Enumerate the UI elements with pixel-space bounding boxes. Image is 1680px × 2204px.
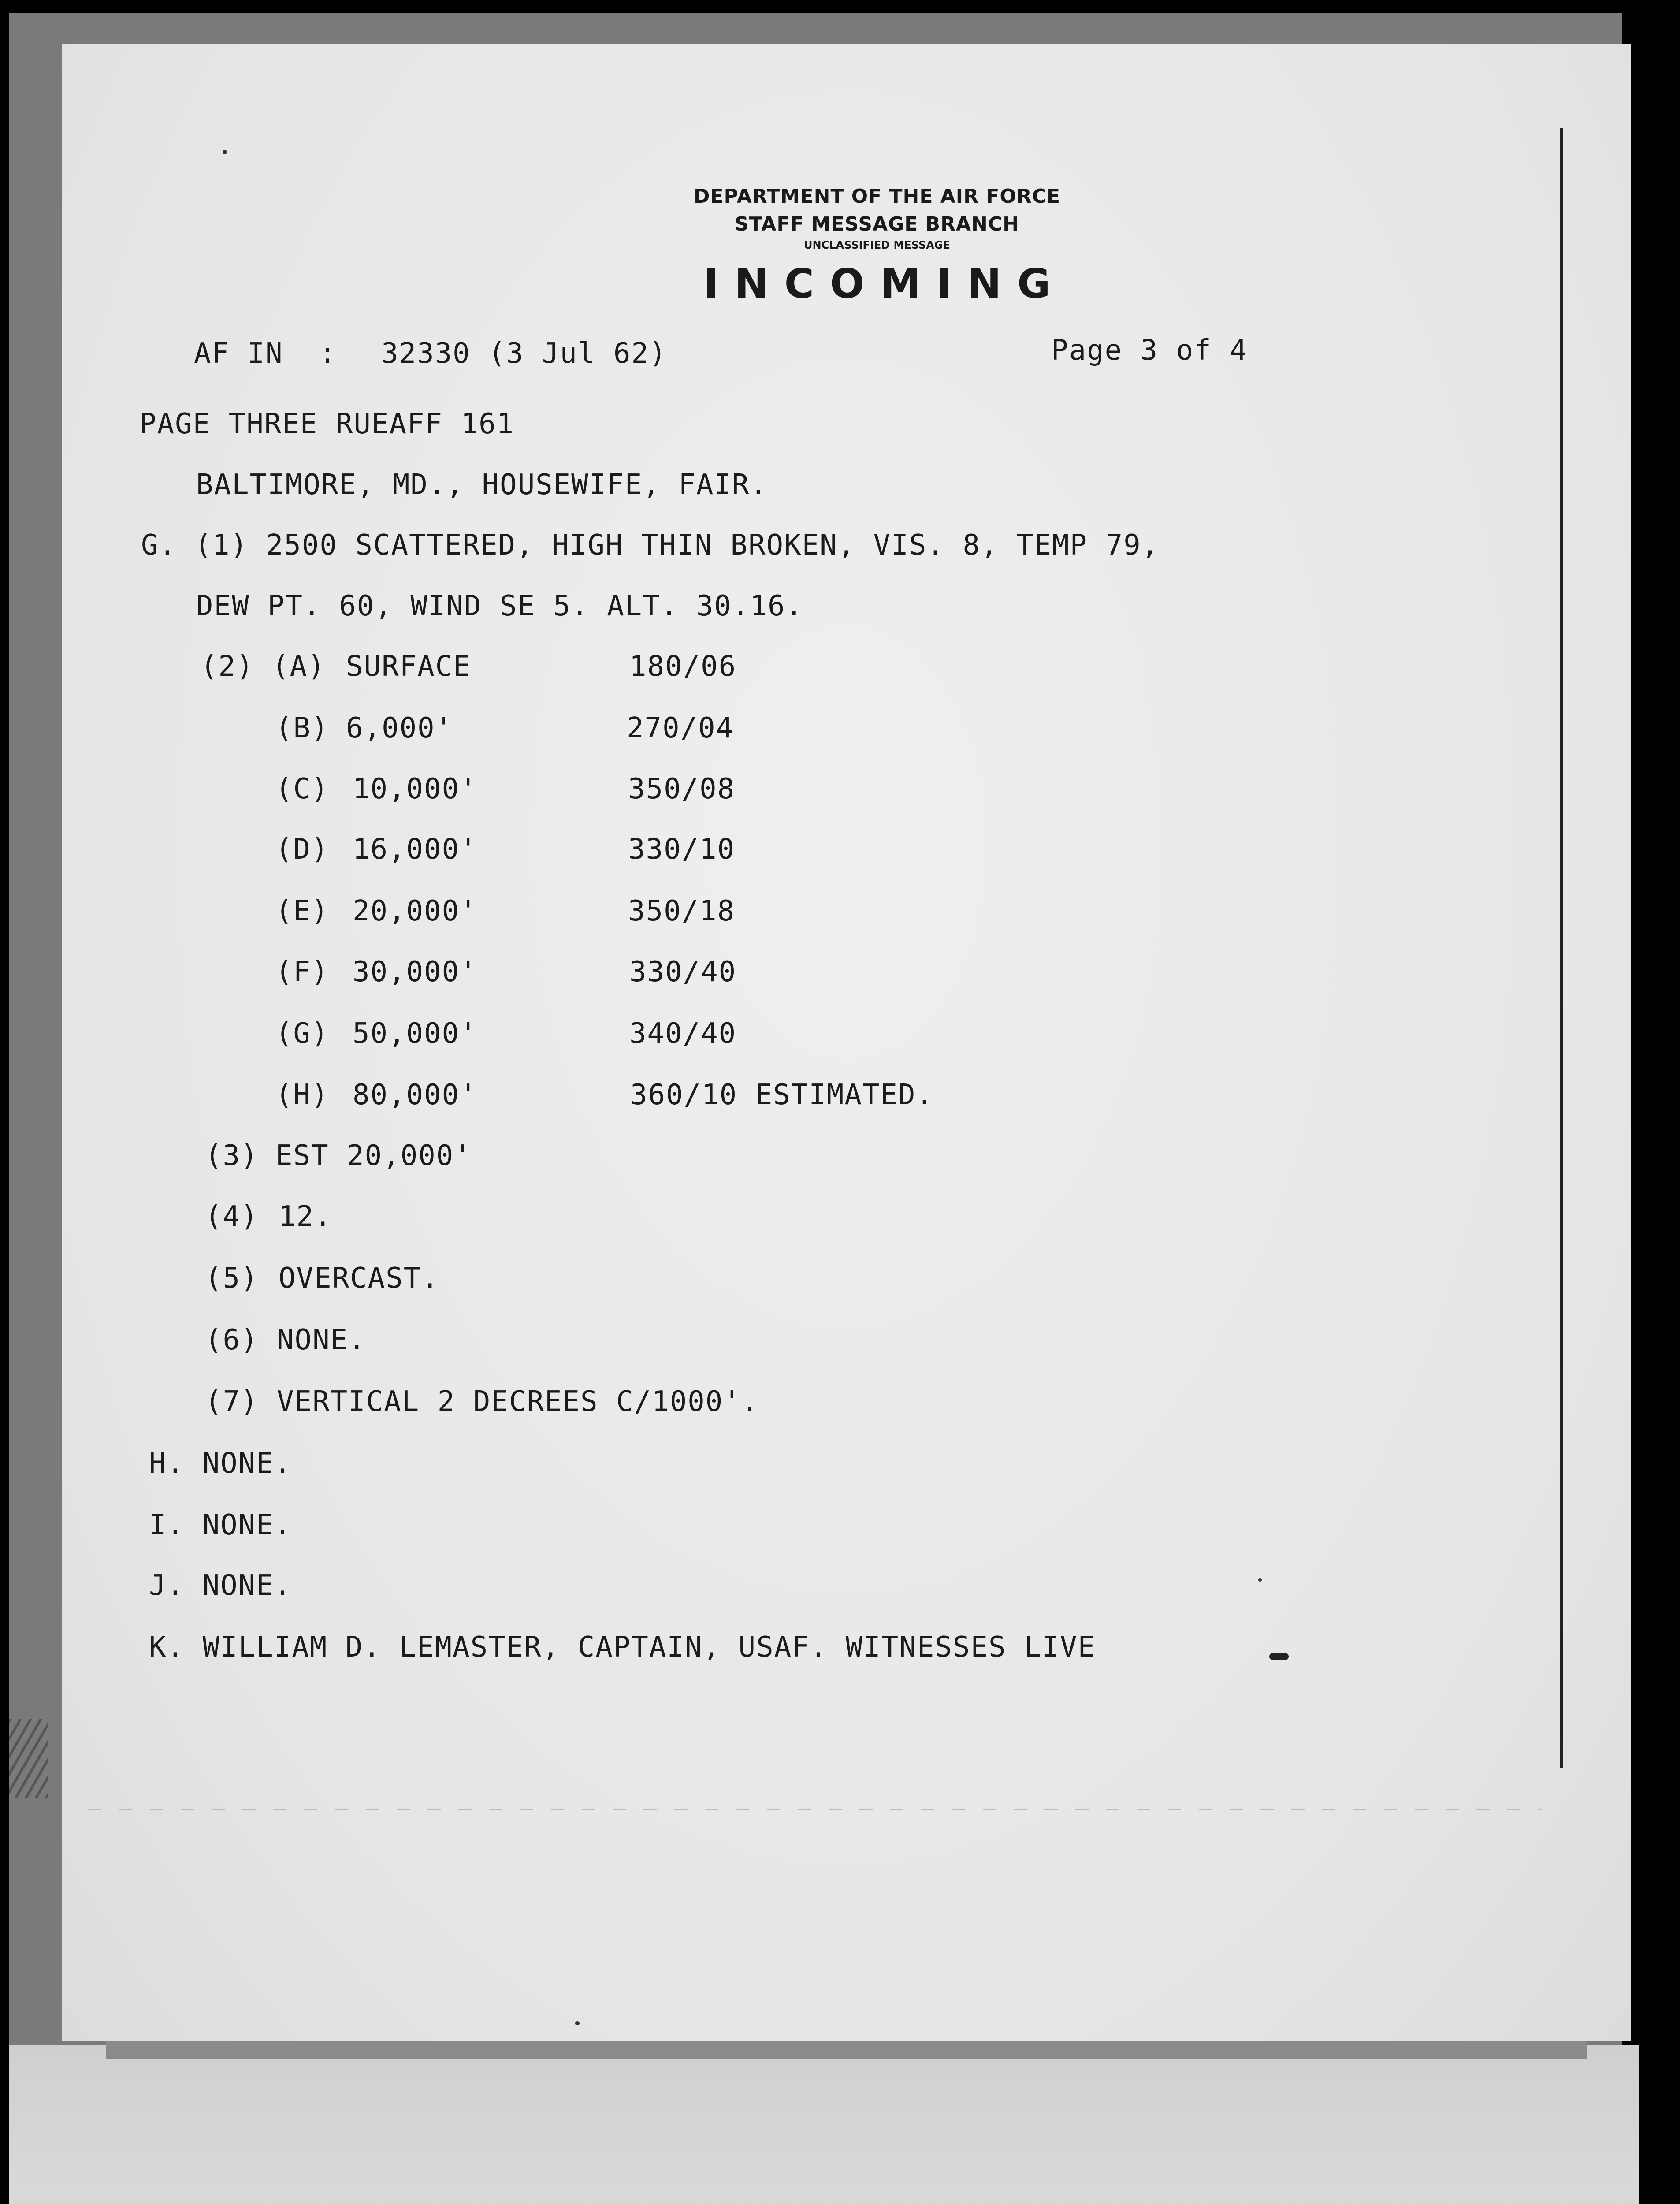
wind-altitude: 6,000' [346,712,453,745]
wind-altitude: 20,000' [353,895,478,927]
wind-altitude: 30,000' [353,956,478,988]
wind-prefix: (H) [275,1079,329,1111]
af-in-value: 32330 (3 Jul 62) [381,337,667,370]
wind-value: 180/06 [629,650,737,683]
wind-value: 270/04 [627,712,734,745]
wind-prefix: (B) [275,712,329,745]
speck [575,2021,580,2025]
page-line: PAGE THREE RUEAFF 161 [139,408,515,440]
page-number-label: Page 3 of 4 [1051,334,1248,367]
item-text: NONE. [277,1324,366,1356]
wind-altitude: 80,000' [353,1079,478,1111]
location-line: BALTIMORE, MD., HOUSEWIFE, FAIR. [196,469,768,501]
section-h: H. NONE. [149,1447,292,1480]
wind-value: 350/08 [628,773,736,805]
wind-prefix: (D) [275,833,329,866]
wind-prefix: (E) [275,895,329,927]
message-header [679,185,1075,307]
item-number: (5) [205,1262,259,1295]
g-line-1: G. (1) 2500 SCATTERED, HIGH THIN BROKEN, VIS. 8, TEMP 79, [141,529,1160,562]
g-line-2: DEW PT. 60, WIND SE 5. ALT. 30.16. [196,590,804,622]
wind-prefix: (C) [275,773,329,805]
wind-prefix: (G) [275,1017,329,1050]
branch-name: STAFF MESSAGE BRANCH [735,213,1019,235]
section-k: K. WILLIAM D. LEMASTER, CAPTAIN, USAF. WITNESSES LIVE [149,1631,1096,1664]
speck [223,150,227,154]
wind-altitude: 16,000' [353,833,478,866]
wind-prefix: (2) (A) [201,650,326,683]
section-i: I. NONE. [149,1509,292,1541]
item-number: (4) [205,1200,259,1233]
incoming-title: INCOMING [703,260,1067,307]
wind-altitude: SURFACE [346,650,471,683]
page-bottom-shadow [106,2041,1587,2059]
wind-prefix: (F) [275,956,329,988]
film-scratch [9,1719,48,1798]
item-text: 12. [279,1200,332,1233]
classification-label: UNCLASSIFIED MESSAGE [804,239,950,251]
department-name: DEPARTMENT OF THE AIR FORCE [693,185,1061,208]
item-number: (7) [205,1385,259,1418]
wind-altitude: 10,000' [353,773,478,805]
wind-value: 340/40 [629,1017,737,1050]
af-in-label: AF IN : [194,337,337,370]
wind-value: 360/10 ESTIMATED. [630,1079,934,1111]
wind-value: 350/18 [628,895,736,927]
item-text: VERTICAL 2 DECREES C/1000'. [277,1385,759,1418]
item-text: OVERCAST. [279,1262,439,1295]
item-number: (6) [205,1324,259,1356]
continuation-arrow-icon [1269,1653,1289,1660]
speck [1258,1578,1262,1582]
item-number: (3) [205,1139,259,1172]
section-j: J. NONE. [149,1569,292,1602]
item-text: EST 20,000' [275,1139,472,1172]
wind-value: 330/40 [629,956,737,988]
fold-line [88,1809,1542,1810]
wind-value: 330/10 [628,833,736,866]
film-lower-band [9,2045,1639,2204]
wind-altitude: 50,000' [353,1017,478,1050]
page-edge-line [1560,128,1563,1768]
